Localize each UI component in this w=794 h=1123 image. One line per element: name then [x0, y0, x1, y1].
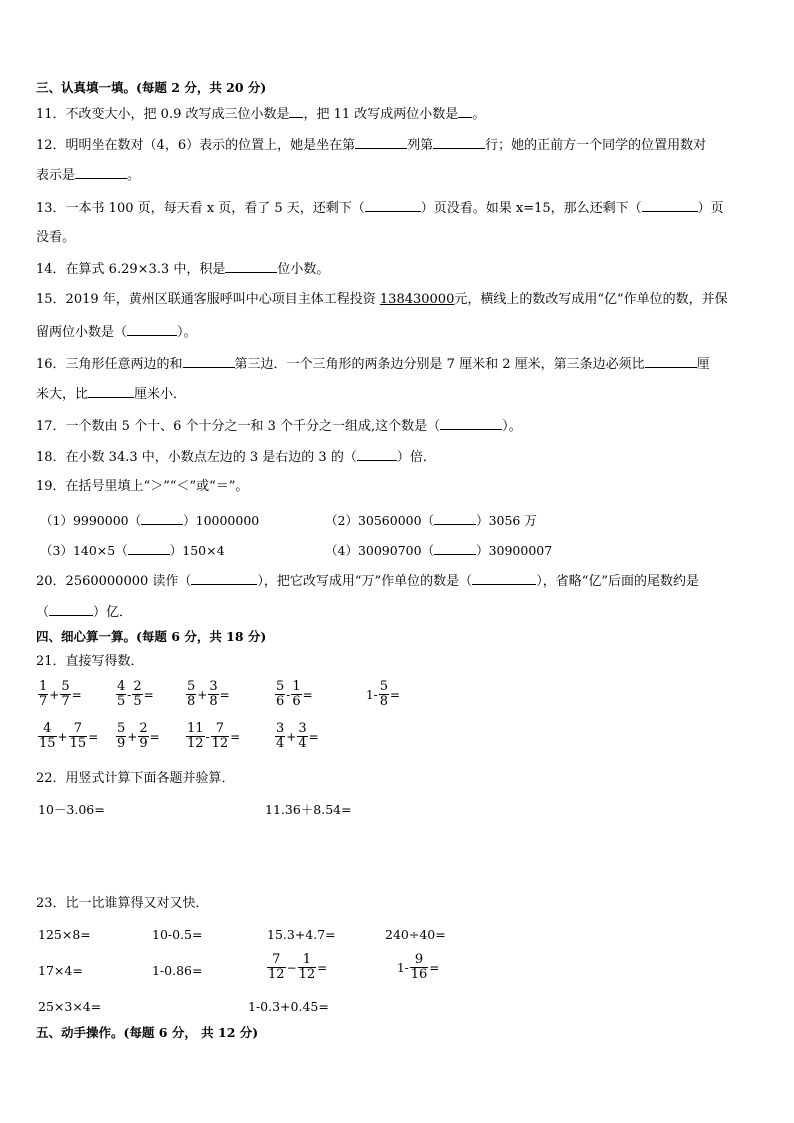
- answer-blank[interactable]: [458, 103, 472, 118]
- question-11: 11．不改变大小，把 0.9 改写成三位小数是 ，把 11 改写成两位小数是 。: [36, 103, 485, 125]
- question-23-item: 25×3×4=: [38, 999, 102, 1014]
- question-13-line2: 没看。: [36, 230, 76, 245]
- answer-blank[interactable]: [433, 134, 485, 149]
- fraction-expression: 5 8 + $\frac{3}{8}$ =: [187, 679, 230, 709]
- question-12-line2: 表示是 。: [36, 164, 140, 186]
- fraction-expression: 5 6 - $\frac{1}{6}$ =: [276, 679, 313, 709]
- section-3-title: 三、认真填一填。(每题 2 分，共 20 分): [36, 80, 267, 95]
- answer-blank[interactable]: [49, 601, 93, 616]
- question-23-item: 1-0.86=: [152, 963, 203, 978]
- answer-blank[interactable]: [183, 353, 235, 368]
- fraction-expression: 7 12 − $\frac{1}{12}$ =: [268, 952, 328, 982]
- answer-blank[interactable]: [365, 197, 421, 212]
- question-23: 23．比一比谁算得又对又快．: [36, 896, 209, 911]
- question-22-item-1: 10－3.06=: [38, 802, 105, 817]
- answer-blank[interactable]: [472, 570, 536, 585]
- question-22-item-2: 11.36＋8.54=: [265, 802, 352, 817]
- question-21: 21．直接写得数．: [36, 654, 144, 669]
- question-20: 20．2560000000 读作（ ），把它改写成用“万”作单位的数是（ ），省略“亿”后面的尾数约是: [36, 570, 699, 592]
- question-23-item: 10-0.5=: [152, 927, 203, 942]
- answer-blank[interactable]: [141, 510, 183, 525]
- question-23-item: 1-0.3+0.45=: [248, 999, 329, 1014]
- answer-blank[interactable]: [642, 197, 698, 212]
- question-22: 22．用竖式计算下面各题并验算．: [36, 771, 235, 786]
- underlined-number: 138430000: [379, 292, 455, 307]
- fraction-expression: 4 15 + $\frac{7}{15}$ =: [39, 721, 99, 751]
- fraction-expression: 3 4 + $\frac{3}{4}$ =: [276, 721, 319, 751]
- answer-blank[interactable]: [225, 258, 277, 273]
- question-19-part-1: （1）9990000（ ）10000000: [40, 510, 259, 530]
- answer-blank[interactable]: [434, 510, 476, 525]
- question-17: 17．一个数由 5 个十、6 个十分之一和 3 个千分之一组成,这个数是（ ）。: [36, 415, 522, 437]
- section-4-title: 四、细心算一算。(每题 6 分，共 18 分): [36, 629, 267, 644]
- fraction-expression: 4 5 - $\frac{2}{5}$ =: [117, 679, 154, 709]
- answer-blank[interactable]: [191, 570, 257, 585]
- answer-blank[interactable]: [645, 353, 697, 368]
- answer-blank[interactable]: [127, 321, 177, 336]
- fraction-expression: 1- $\frac{5}{8}$ =: [366, 679, 401, 709]
- answer-blank[interactable]: [357, 446, 397, 461]
- answer-blank[interactable]: [128, 540, 170, 555]
- question-23-item: 17×4=: [38, 963, 83, 978]
- answer-blank[interactable]: [434, 540, 476, 555]
- answer-blank[interactable]: [88, 383, 134, 398]
- answer-blank[interactable]: [440, 415, 502, 430]
- fraction-expression: 11 12 - $\frac{7}{12}$ =: [187, 721, 241, 751]
- answer-blank[interactable]: [75, 164, 127, 179]
- fraction-expression: 1 7 + $\frac{5}{7}$ =: [39, 679, 82, 709]
- question-23-item: 125×8=: [38, 927, 91, 942]
- question-13: 13．一本书 100 页，每天看 x 页，看了 5 天，还剩下（ ）页没看。如果 x=15，那么还剩下（ ）页: [36, 197, 724, 219]
- question-18: 18．在小数 34.3 中，小数点左边的 3 是右边的 3 的（ ）倍．: [36, 446, 436, 468]
- question-19: 19．在括号里填上“＞”“＜”或“＝”。: [36, 479, 249, 494]
- question-16: 16．三角形任意两边的和 第三边．一个三角形的两条边分别是 7 厘米和 2 厘米，第三条边必须比 厘: [36, 353, 710, 375]
- question-14: 14．在算式 6.29×3.3 中，积是 位小数。: [36, 258, 329, 280]
- question-12: 12．明明坐在数对（4，6）表示的位置上，她是坐在第 列第 行；她的正前方一个同学的位置用数对: [36, 134, 706, 156]
- question-16-line2: 米大，比 厘米小．: [36, 383, 186, 405]
- question-19-part-4: （4）30090700（ ）30900007: [325, 540, 552, 560]
- question-19-part-3: （3）140×5（ ）150×4: [40, 540, 225, 560]
- question-19-part-2: （2）30560000（ ）3056 万: [325, 510, 537, 530]
- question-20-line2: （ ）亿．: [36, 601, 132, 623]
- fraction-expression: 1- $\frac{9}{16}$ =: [397, 952, 440, 982]
- answer-blank[interactable]: [289, 103, 303, 118]
- question-15: 15．2019 年，黄州区联通客服呼叫中心项目主体工程投资 138430000元，横线上的数改写成用“亿”作单位的数，并保: [36, 292, 728, 307]
- question-23-item: 240÷40=: [385, 927, 446, 942]
- section-5-title: 五、动手操作。(每题 6 分， 共 12 分): [36, 1025, 259, 1040]
- question-15-line2: 留两位小数是（ ）。: [36, 321, 197, 343]
- question-23-item: 15.3+4.7=: [267, 927, 336, 942]
- fraction-expression: 5 9 + $\frac{2}{9}$ =: [117, 721, 160, 751]
- answer-blank[interactable]: [355, 134, 407, 149]
